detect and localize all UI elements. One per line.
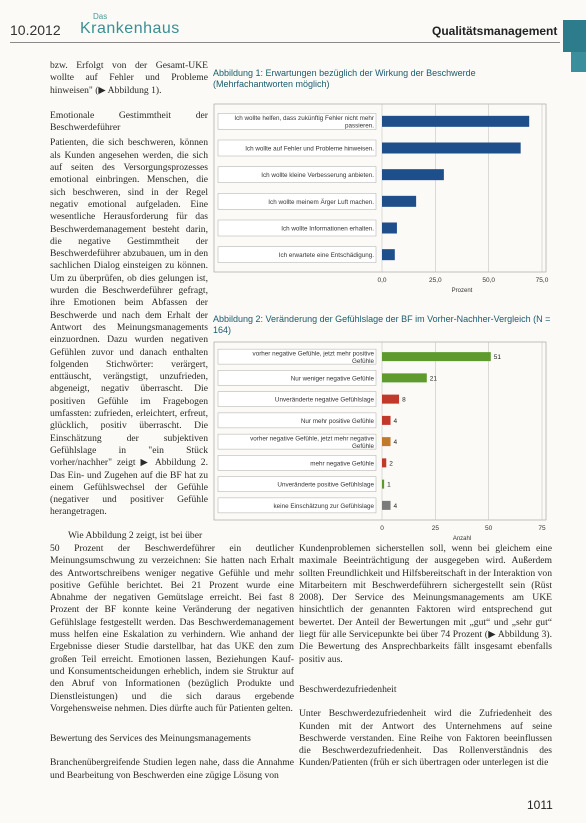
bar [382, 352, 491, 361]
service-results-paragraph: Kundenproblemen sicherstellen soll, wenn bei gleichem eine maximale Beeinträchtigung der ausgegeben wird. Außerdem sollten Freundlichkeit und Hilfsbereitschaft in der Interaktion von Mitarbeitern mit Beschwerdeführern sichergestellt sein (Rüst 2008). Der Service des Meinungsmanagements am UKE hinsichtlich der genannten Faktoren wird entsprechend gut bewertet. Der Anteil der Bewertungen mit „gut“ und „sehr gut“ liegt für alle Servicepunkte bei über 74 Prozent (▶ Abbildung 3). Die Bewertung des Ansprechbarkeits fällt insgesamt ebenfalls positiv aus. [299, 543, 552, 665]
bar [382, 373, 427, 382]
category-label: mehr negative Gefühle [310, 460, 374, 468]
service-paragraph: Branchenübergreifende Studien legen nahe, dass die Annahme und Bearbeitung von Beschwerden eine zügige Lösung von [50, 757, 294, 781]
x-tick-label: 0,0 [377, 277, 387, 284]
data-label: 4 [393, 439, 398, 447]
data-label: 8 [402, 396, 406, 404]
journal-logo: Krankenhaus [80, 20, 180, 37]
section-title: Qualitätsmanagement [432, 24, 558, 38]
bar [382, 223, 397, 234]
x-tick-label: 50,0 [482, 277, 495, 284]
header-rule [10, 42, 560, 43]
figure-1-chart [212, 90, 552, 300]
data-label: 4 [393, 417, 398, 425]
data-label: 2 [389, 460, 393, 468]
left-column [50, 60, 208, 519]
body-text: Patienten, die sich beschweren, können als Kunden angesehen werden, die sich auf seiten des Versorgungsprozesses emotional einbringen. Menschen, die sich beschweren, sind in der Regel negativ emotional aufgeladen. Eine wesentliche Herausforderung für das Beschwerdemanagement besteht darin, die negative Gestimmtheit der Beschwerdeführer abzubauen, um in den sachlichen Dialog einsteigen zu können. Um zu überprüfen, ob dies gelungen ist, wurden die Beschwerdeführer gefragt, ihre Emotionen beim Abfassen der Beschwerde und nach dem Erhalt der Antwort des Meinungsmanagements einzuordnen. Dazu wurden negativen Gefühlen zuvor und danach enthalten folgenden Stichwörter: verärgert, enttäuscht, verängstigt, unzufrieden, abgeneigt, negativ überrascht. Die positiven Gefühle im Fragebogen umfassten: zufrieden, erleichtert, erfreut, glücklich, positiv überrascht. Die Einschätzung der subjektiven Gefühlslage in "ein Stück vorher/nachher" zeigt ▶ Abbildung 2. Das Ein- und Zugehen auf die BF hat zu einem Gefühlswechsel der Gefühle (negativer und positiver Gefühle herangetragen. [50, 137, 208, 518]
figure-2 [212, 314, 552, 551]
x-tick-label: 75 [538, 525, 546, 532]
bar [382, 116, 529, 127]
category-label: Ich wollte Informationen erhalten. [281, 225, 374, 233]
bar [382, 458, 386, 467]
section-heading-satisfaction: Beschwerdezufriedenheit [299, 683, 397, 695]
category-label: Nur weniger negative Gefühle [290, 375, 374, 383]
chart-frame [214, 342, 546, 520]
mid-left-column [50, 543, 294, 782]
bar [382, 143, 521, 154]
figure-2-title: Abbildung 2: Veränderung der Gefühlslage der BF im Vorher-Nachher-Vergleich (N = 164) [213, 314, 551, 335]
continuation-text: Wie Abbildung 2 zeigt, ist bei über [68, 530, 203, 541]
figure-1 [212, 68, 552, 305]
category-label: Ich wollte meinem Ärger Luft machen. [268, 198, 374, 206]
category-label: Unveränderte positive Gefühlslage [277, 481, 374, 489]
section-heading-emotion: Emotionale Gestimmtheit der Beschwerdeführer [50, 109, 208, 134]
category-label: keine Einschätzung zur Gefühlslage [273, 502, 374, 510]
satisfaction-paragraph: Unter Beschwerdezufriedenheit wird die Zufriedenheit des Kunden mit der Antwort des Unternehmens auf seine Beschwerde verstanden. Eine Reihe von Faktoren beeinflussen die Beschwerdezufriedenheit. Das Rollenverständnis des Kunden/Patienten (früh er sich übertragen oder unterlegen ist die [299, 708, 552, 769]
logo-prefix: Das [93, 12, 108, 21]
category-label: vorher negative Gefühle, jetzt mehr negative Gefühle [250, 435, 374, 450]
figure-reference-line [50, 530, 552, 542]
x-tick-label: 50 [485, 525, 493, 532]
category-label: Ich erwartete eine Entschädigung. [278, 252, 374, 260]
section-tab [563, 20, 586, 52]
x-tick-label: 25,0 [429, 277, 442, 284]
page-number: 1011 [527, 798, 553, 812]
bar [382, 249, 395, 260]
category-label: Ich wollte auf Fehler und Probleme hinweisen. [245, 145, 374, 153]
data-label: 1 [387, 481, 391, 489]
x-axis-label: Prozent [451, 288, 473, 294]
bar [382, 437, 391, 446]
section-tab-lower [571, 52, 586, 72]
category-label: Nur mehr positive Gefühle [300, 417, 374, 425]
results-paragraph: 50 Prozent der Beschwerdeführer ein deutlicher Meinungsumschwung zu verzeichnen: Sie hatten nach Erhalt des Antwortschreibens weniger negative Gefühle und mehr positive Gefühle berichtet. Bei 21 Prozent wurde eine Abnahme der negativen Gemütslage erreicht. Bei fast 8 Prozent der BF konnte keine Veränderung der negativen Gefühlslage festgestellt werden. Das Beschwerdemanagement muss helfen eine Eskalation zu verhindern. Wie anhand der Ergebnisse dieser Studie darstellbar, hat das UKE den zum großen Teil erreicht. Emotionen lassen, Beziehungen Kauf- und Konsumentscheidungen erheblich, indem sie Struktur auf den Abruf von Informationen (bezüglich Produkte und Dienstleistungen) und die sich daraus ergebende Vorgehensweise nehmen. Dies dürfte auch für Patienten gelten. [50, 543, 294, 714]
data-label: 4 [393, 502, 398, 510]
x-tick-label: 75,0 [535, 277, 549, 284]
x-axis-label: Anzahl [452, 536, 472, 542]
intro-text: bzw. Erfolgt von der Gesamt-UKE wollte auf Fehler und Probleme hinweisen" (▶ Abbildung 1). [50, 60, 208, 96]
x-tick-label: 0 [380, 525, 384, 532]
data-label: 51 [493, 354, 502, 362]
mid-right-column [299, 543, 552, 770]
issue-date: 10.2012 [10, 22, 61, 38]
category-label: Unveränderte negative Gefühlslage [274, 396, 374, 404]
category-label: vorher negative Gefühle, jetzt mehr positive Gefühle [252, 350, 374, 365]
figure-1-title: Abbildung 1: Erwartungen bezüglich der Wirkung der Beschwerde (Mehrfachantworten möglich) [213, 68, 476, 89]
section-heading-service: Bewertung des Services des Meinungsmanagements [50, 733, 251, 745]
bar [382, 196, 416, 207]
bar [382, 501, 391, 510]
category-label: Ich wollte kleine Verbesserung anbieten. [261, 172, 374, 180]
data-label: 21 [429, 375, 438, 383]
bar [382, 169, 444, 180]
bar [382, 480, 384, 489]
bar [382, 416, 391, 425]
category-label: Ich wollte helfen, dass zukünftig Fehler nicht mehr passieren. [234, 115, 374, 130]
x-tick-label: 25 [431, 525, 439, 532]
page-header [0, 0, 586, 42]
bar [382, 395, 399, 404]
figure-2-chart [212, 336, 552, 546]
